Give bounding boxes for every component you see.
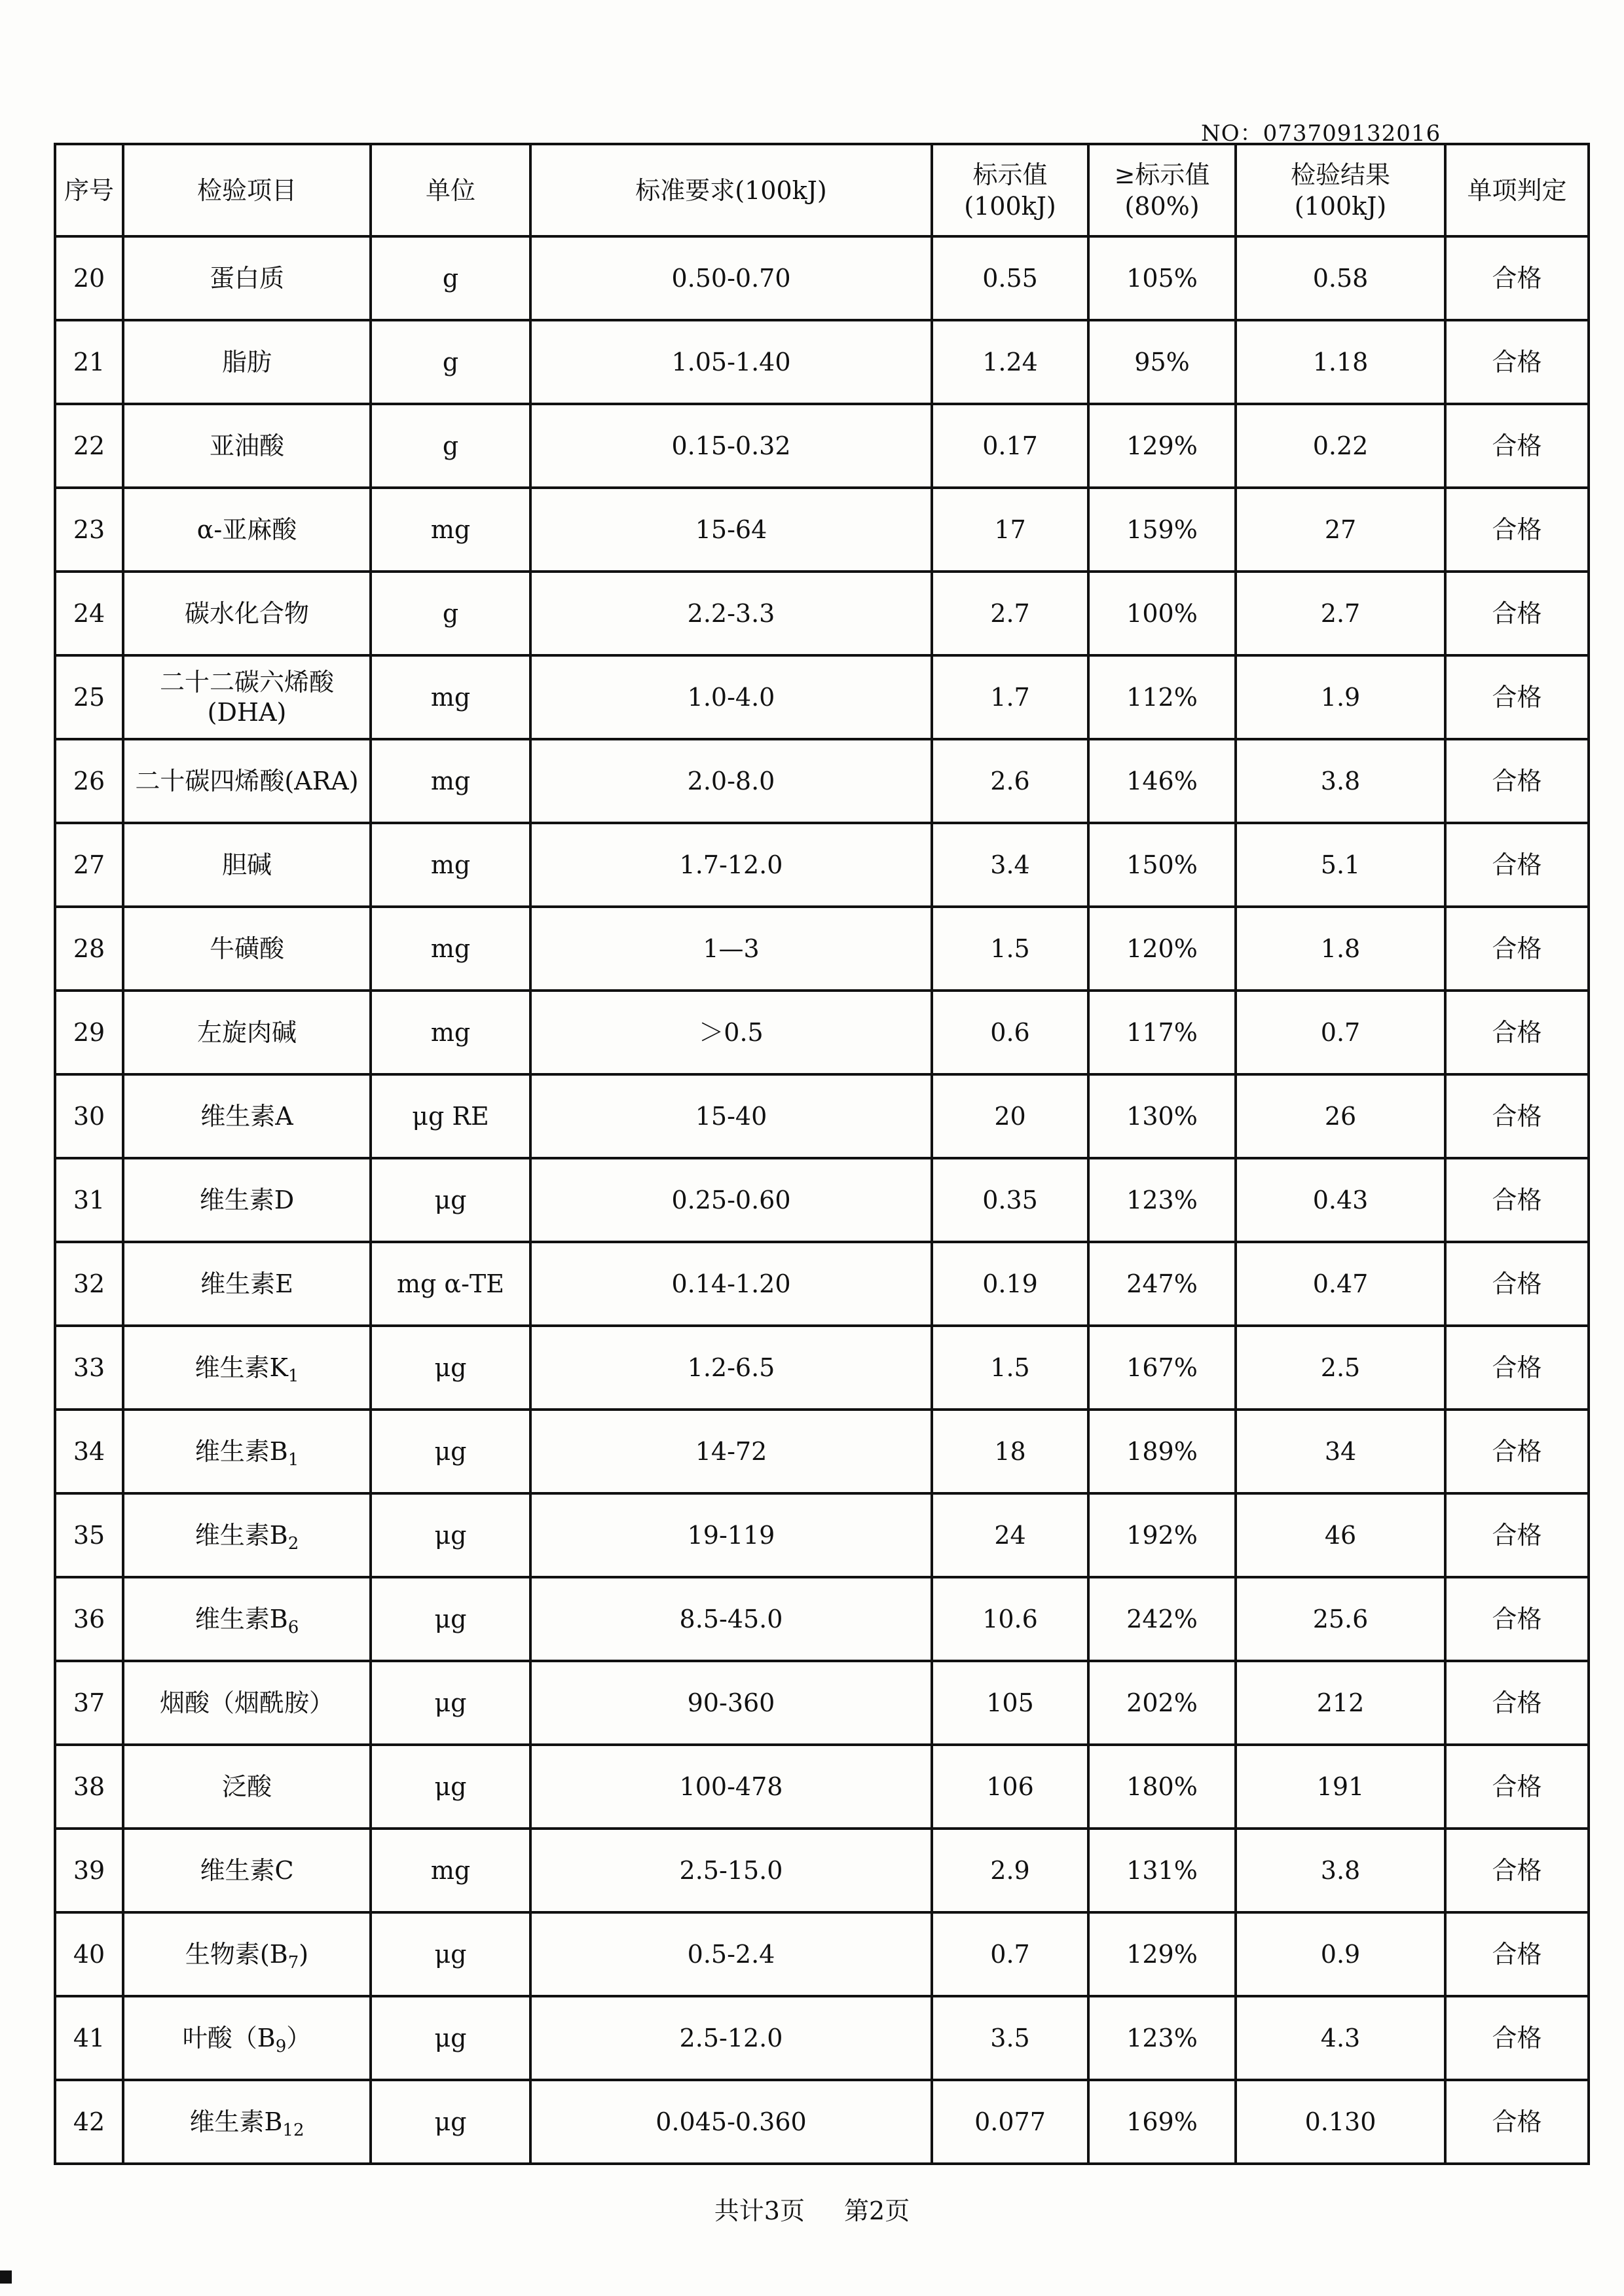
cell-label-value: 105 (932, 1661, 1088, 1745)
table-row (55, 572, 1589, 655)
item-name-line2: (DHA) (207, 698, 287, 727)
cell-item (123, 1912, 371, 1996)
scan-mark (0, 2270, 12, 2284)
item-subscript: 7 (287, 1953, 299, 1973)
table-row (55, 1912, 1589, 1996)
cell-seq: 41 (55, 1996, 123, 2080)
cell-label-value: 2.9 (932, 1829, 1088, 1912)
cell-seq: 31 (55, 1158, 123, 1242)
cell-result: 27 (1236, 488, 1445, 572)
cell-judgment: 合格 (1445, 488, 1589, 572)
item-name: 二十碳四烯酸(ARA) (135, 767, 359, 795)
header-label-value-line1: 标示值 (972, 160, 1048, 189)
header-label-value (932, 144, 1088, 236)
item-name: 维生素D (199, 1186, 295, 1214)
item-name: 亚油酸 (209, 431, 284, 460)
cell-judgment: 合格 (1445, 823, 1589, 907)
cell-item (123, 1577, 371, 1661)
cell-result: 0.22 (1236, 404, 1445, 488)
cell-label-value: 0.6 (932, 991, 1088, 1074)
cell-standard: 1.05-1.40 (530, 320, 932, 404)
cell-result: 0.47 (1236, 1242, 1445, 1326)
table-row (55, 1158, 1589, 1242)
cell-result: 3.8 (1236, 739, 1445, 823)
cell-standard: 1—3 (530, 907, 932, 991)
cell-standard: 15-40 (530, 1074, 932, 1158)
header-item: 检验项目 (123, 144, 371, 236)
table-row (55, 488, 1589, 572)
item-name: 脂肪 (221, 348, 272, 376)
cell-item (123, 1996, 371, 2080)
cell-standard: 8.5-45.0 (530, 1577, 932, 1661)
cell-result: 0.9 (1236, 1912, 1445, 1996)
cell-result: 0.43 (1236, 1158, 1445, 1242)
cell-unit: μg (371, 1745, 530, 1829)
cell-item (123, 1493, 371, 1577)
cell-result: 4.3 (1236, 1996, 1445, 2080)
cell-seq: 38 (55, 1745, 123, 1829)
table-row (55, 320, 1589, 404)
cell-judgment: 合格 (1445, 236, 1589, 320)
item-subscript: 12 (282, 2121, 304, 2140)
cell-label-value: 0.55 (932, 236, 1088, 320)
header-label-value-line2: (100kJ) (964, 191, 1056, 221)
cell-seq: 33 (55, 1326, 123, 1410)
item-name: 碳水化合物 (184, 599, 309, 628)
cell-seq: 28 (55, 907, 123, 991)
table-row (55, 655, 1589, 739)
item-subscript: 6 (287, 1618, 299, 1637)
cell-unit: μg RE (371, 1074, 530, 1158)
cell-result: 46 (1236, 1493, 1445, 1577)
cell-pct: 167% (1088, 1326, 1236, 1410)
cell-judgment: 合格 (1445, 1242, 1589, 1326)
cell-label-value: 1.7 (932, 655, 1088, 739)
cell-unit: μg (371, 1912, 530, 1996)
cell-item (123, 823, 371, 907)
cell-pct: 120% (1088, 907, 1236, 991)
cell-unit: g (371, 572, 530, 655)
cell-item (123, 1242, 371, 1326)
item-name: 维生素B (189, 2107, 283, 2136)
cell-item (123, 907, 371, 991)
cell-item (123, 404, 371, 488)
cell-result: 1.18 (1236, 320, 1445, 404)
item-name: 维生素B (194, 1437, 288, 1466)
cell-seq: 40 (55, 1912, 123, 1996)
cell-seq: 34 (55, 1410, 123, 1493)
header-unit: 单位 (371, 144, 530, 236)
item-name: 胆碱 (221, 850, 272, 879)
inspection-table (54, 143, 1590, 2165)
cell-item (123, 1745, 371, 1829)
cell-result: 1.8 (1236, 907, 1445, 991)
item-name: 牛磺酸 (209, 934, 284, 963)
cell-item (123, 1661, 371, 1745)
cell-unit: g (371, 320, 530, 404)
cell-pct: 100% (1088, 572, 1236, 655)
header-percent-line1: ≥标示值 (1114, 160, 1210, 189)
cell-seq: 23 (55, 488, 123, 572)
cell-item (123, 655, 371, 739)
item-subscript: 1 (287, 1450, 299, 1470)
cell-standard: 19-119 (530, 1493, 932, 1577)
cell-pct: 123% (1088, 1996, 1236, 2080)
cell-label-value: 3.5 (932, 1996, 1088, 2080)
cell-result: 25.6 (1236, 1577, 1445, 1661)
cell-label-value: 20 (932, 1074, 1088, 1158)
table-row (55, 1661, 1589, 1745)
cell-seq: 26 (55, 739, 123, 823)
cell-result: 34 (1236, 1410, 1445, 1493)
document-number: NO：073709132016 (1201, 120, 1441, 147)
item-suffix: ) (299, 1940, 309, 1969)
cell-standard: 100-478 (530, 1745, 932, 1829)
cell-result: 191 (1236, 1745, 1445, 1829)
table-header-row (55, 144, 1589, 236)
cell-pct: 180% (1088, 1745, 1236, 1829)
cell-seq: 27 (55, 823, 123, 907)
cell-item (123, 739, 371, 823)
cell-seq: 36 (55, 1577, 123, 1661)
cell-pct: 95% (1088, 320, 1236, 404)
cell-standard: 1.0-4.0 (530, 655, 932, 739)
cell-judgment: 合格 (1445, 991, 1589, 1074)
cell-item (123, 1158, 371, 1242)
item-name: 烟酸（烟酰胺） (159, 1688, 334, 1717)
cell-pct: 105% (1088, 236, 1236, 320)
cell-standard: 2.5-12.0 (530, 1996, 932, 2080)
cell-result: 3.8 (1236, 1829, 1445, 1912)
cell-label-value: 2.6 (932, 739, 1088, 823)
table-row (55, 236, 1589, 320)
cell-judgment: 合格 (1445, 404, 1589, 488)
cell-label-value: 18 (932, 1410, 1088, 1493)
cell-label-value: 0.17 (932, 404, 1088, 488)
cell-judgment: 合格 (1445, 907, 1589, 991)
cell-standard: 0.14-1.20 (530, 1242, 932, 1326)
cell-result: 26 (1236, 1074, 1445, 1158)
cell-standard: 14-72 (530, 1410, 932, 1493)
cell-item (123, 1410, 371, 1493)
cell-seq: 35 (55, 1493, 123, 1577)
cell-judgment: 合格 (1445, 320, 1589, 404)
table-row (55, 1745, 1589, 1829)
cell-standard: 0.15-0.32 (530, 404, 932, 488)
cell-label-value: 2.7 (932, 572, 1088, 655)
header-result (1236, 144, 1445, 236)
header-result-line2: (100kJ) (1294, 191, 1387, 221)
cell-result: 212 (1236, 1661, 1445, 1745)
header-judgment: 单项判定 (1445, 144, 1589, 236)
cell-item (123, 2080, 371, 2164)
cell-standard: 2.0-8.0 (530, 739, 932, 823)
cell-pct: 150% (1088, 823, 1236, 907)
cell-unit: mg (371, 1829, 530, 1912)
cell-result: 1.9 (1236, 655, 1445, 739)
cell-standard: 0.5-2.4 (530, 1912, 932, 1996)
table-row (55, 739, 1589, 823)
cell-pct: 130% (1088, 1074, 1236, 1158)
item-name: 维生素K (194, 1353, 288, 1382)
cell-unit: mg (371, 488, 530, 572)
cell-seq: 21 (55, 320, 123, 404)
cell-standard: 2.2-3.3 (530, 572, 932, 655)
table-row (55, 991, 1589, 1074)
cell-pct: 123% (1088, 1158, 1236, 1242)
cell-standard: 1.2-6.5 (530, 1326, 932, 1410)
cell-unit: μg (371, 1410, 530, 1493)
cell-item (123, 236, 371, 320)
cell-item (123, 488, 371, 572)
cell-unit: μg (371, 1326, 530, 1410)
cell-label-value: 24 (932, 1493, 1088, 1577)
table-row (55, 1410, 1589, 1493)
cell-label-value: 1.5 (932, 1326, 1088, 1410)
cell-judgment: 合格 (1445, 1829, 1589, 1912)
table-row (55, 1996, 1589, 2080)
cell-item (123, 1074, 371, 1158)
header-standard: 标准要求(100kJ) (530, 144, 932, 236)
cell-seq: 29 (55, 991, 123, 1074)
item-name: 蛋白质 (209, 264, 284, 293)
cell-unit: mg (371, 739, 530, 823)
cell-pct: 242% (1088, 1577, 1236, 1661)
cell-result: 0.130 (1236, 2080, 1445, 2164)
cell-item (123, 1829, 371, 1912)
cell-pct: 169% (1088, 2080, 1236, 2164)
item-name: 维生素B (194, 1521, 288, 1550)
cell-judgment: 合格 (1445, 1577, 1589, 1661)
cell-unit: μg (371, 1661, 530, 1745)
footer-total-pages: 共计3页 (714, 2196, 805, 2225)
cell-label-value: 1.5 (932, 907, 1088, 991)
cell-result: 0.7 (1236, 991, 1445, 1074)
cell-label-value: 0.19 (932, 1242, 1088, 1326)
cell-judgment: 合格 (1445, 1661, 1589, 1745)
cell-unit: mg (371, 907, 530, 991)
item-name: 二十二碳六烯酸 (159, 668, 334, 697)
cell-item (123, 1326, 371, 1410)
cell-standard: 15-64 (530, 488, 932, 572)
header-seq: 序号 (55, 144, 123, 236)
cell-label-value: 0.7 (932, 1912, 1088, 1996)
table-row (55, 404, 1589, 488)
cell-unit: μg (371, 1577, 530, 1661)
page-footer (0, 2191, 1624, 2227)
cell-pct: 247% (1088, 1242, 1236, 1326)
cell-pct: 159% (1088, 488, 1236, 572)
cell-seq: 25 (55, 655, 123, 739)
header-percent (1088, 144, 1236, 236)
item-name: 左旋肉碱 (196, 1018, 297, 1047)
cell-judgment: 合格 (1445, 2080, 1589, 2164)
cell-standard: 90-360 (530, 1661, 932, 1745)
cell-seq: 42 (55, 2080, 123, 2164)
cell-pct: 131% (1088, 1829, 1236, 1912)
cell-judgment: 合格 (1445, 1493, 1589, 1577)
cell-pct: 192% (1088, 1493, 1236, 1577)
item-name: 维生素C (200, 1856, 294, 1885)
cell-standard: 0.045-0.360 (530, 2080, 932, 2164)
cell-label-value: 0.35 (932, 1158, 1088, 1242)
cell-pct: 129% (1088, 404, 1236, 488)
cell-label-value: 17 (932, 488, 1088, 572)
table-row (55, 2080, 1589, 2164)
table-row (55, 1242, 1589, 1326)
cell-seq: 37 (55, 1661, 123, 1745)
cell-result: 0.58 (1236, 236, 1445, 320)
cell-judgment: 合格 (1445, 1158, 1589, 1242)
cell-standard: 0.25-0.60 (530, 1158, 932, 1242)
cell-seq: 22 (55, 404, 123, 488)
table-row (55, 1326, 1589, 1410)
cell-judgment: 合格 (1445, 739, 1589, 823)
item-name: 维生素A (200, 1102, 293, 1131)
cell-seq: 20 (55, 236, 123, 320)
cell-pct: 112% (1088, 655, 1236, 739)
cell-label-value: 10.6 (932, 1577, 1088, 1661)
cell-unit: mg α-TE (371, 1242, 530, 1326)
cell-item (123, 320, 371, 404)
cell-judgment: 合格 (1445, 1745, 1589, 1829)
cell-judgment: 合格 (1445, 1996, 1589, 2080)
cell-item (123, 991, 371, 1074)
cell-item (123, 572, 371, 655)
cell-unit: μg (371, 1158, 530, 1242)
item-name: 维生素B (194, 1605, 288, 1633)
table-row (55, 1577, 1589, 1661)
cell-judgment: 合格 (1445, 655, 1589, 739)
table-row (55, 1074, 1589, 1158)
cell-unit: μg (371, 1996, 530, 2080)
cell-seq: 32 (55, 1242, 123, 1326)
cell-pct: 146% (1088, 739, 1236, 823)
item-subscript: 1 (287, 1366, 299, 1386)
cell-label-value: 106 (932, 1745, 1088, 1829)
cell-standard: ＞0.5 (530, 991, 932, 1074)
cell-label-value: 1.24 (932, 320, 1088, 404)
cell-judgment: 合格 (1445, 1074, 1589, 1158)
cell-judgment: 合格 (1445, 1410, 1589, 1493)
cell-unit: mg (371, 823, 530, 907)
table-row (55, 907, 1589, 991)
cell-judgment: 合格 (1445, 1326, 1589, 1410)
item-name: 维生素E (200, 1269, 293, 1298)
cell-seq: 24 (55, 572, 123, 655)
cell-result: 5.1 (1236, 823, 1445, 907)
table-row (55, 823, 1589, 907)
item-name: 叶酸（B (182, 2024, 276, 2052)
item-name: α-亚麻酸 (196, 515, 297, 544)
table-row (55, 1829, 1589, 1912)
cell-seq: 39 (55, 1829, 123, 1912)
cell-judgment: 合格 (1445, 1912, 1589, 1996)
table-row (55, 1493, 1589, 1577)
cell-standard: 1.7-12.0 (530, 823, 932, 907)
cell-unit: mg (371, 655, 530, 739)
cell-pct: 129% (1088, 1912, 1236, 1996)
footer-current-page: 第2页 (844, 2196, 910, 2225)
cell-result: 2.7 (1236, 572, 1445, 655)
cell-unit: g (371, 236, 530, 320)
cell-unit: μg (371, 1493, 530, 1577)
item-name: 生物素(B (185, 1940, 288, 1969)
cell-pct: 189% (1088, 1410, 1236, 1493)
item-subscript: 2 (287, 1534, 299, 1554)
cell-pct: 202% (1088, 1661, 1236, 1745)
cell-standard: 2.5-15.0 (530, 1829, 932, 1912)
cell-seq: 30 (55, 1074, 123, 1158)
header-result-line1: 检验结果 (1290, 160, 1390, 189)
cell-judgment: 合格 (1445, 572, 1589, 655)
cell-label-value: 0.077 (932, 2080, 1088, 2164)
header-percent-line2: (80%) (1124, 191, 1200, 221)
item-subscript: 9 (275, 2037, 287, 2056)
cell-label-value: 3.4 (932, 823, 1088, 907)
cell-standard: 0.50-0.70 (530, 236, 932, 320)
cell-pct: 117% (1088, 991, 1236, 1074)
cell-unit: g (371, 404, 530, 488)
item-name: 泛酸 (221, 1772, 272, 1801)
cell-unit: μg (371, 2080, 530, 2164)
cell-result: 2.5 (1236, 1326, 1445, 1410)
item-suffix: ） (286, 2024, 312, 2052)
cell-unit: mg (371, 991, 530, 1074)
